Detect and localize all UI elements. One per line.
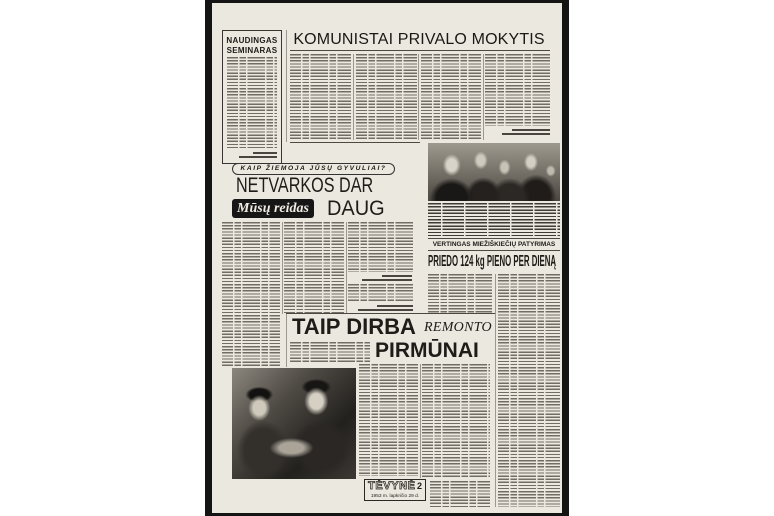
raid-body-column-3	[348, 222, 414, 272]
repair-body-column-2-continued	[430, 481, 490, 508]
seminar-signature-line	[239, 156, 277, 158]
column-rule	[418, 54, 419, 140]
raid-headline-line-1	[236, 175, 376, 197]
repair-body-column-2	[422, 364, 490, 478]
column-rule	[353, 54, 354, 140]
masthead-box	[364, 479, 426, 501]
raid-signature-line	[362, 279, 412, 281]
raid-headline-line-2-text: DAUG	[327, 197, 385, 220]
seminar-signature-line	[253, 152, 277, 154]
column-rule	[495, 274, 496, 507]
communists-body-column-1	[290, 54, 351, 140]
repair-frame-left	[286, 313, 287, 367]
section-rule	[290, 142, 420, 143]
page-number: 2	[417, 481, 423, 491]
photo-farmers	[428, 143, 560, 201]
communists-signature-line	[512, 129, 550, 131]
issue-date: 1953 m. lapkričio 29 d.	[370, 494, 420, 499]
communists-body-column-4	[485, 54, 550, 126]
raid-headline-line-2	[327, 198, 387, 220]
raid-signature-line	[377, 305, 413, 307]
communists-body-column-3	[421, 54, 481, 140]
photo-workers	[232, 368, 356, 479]
newspaper-page	[212, 3, 562, 513]
raid-body-column-2	[284, 222, 344, 314]
seminar-body-text	[227, 57, 277, 149]
column-rule	[420, 364, 421, 478]
repair-headline-taip-dirba: TAIP DIRBA	[292, 314, 416, 339]
seminar-headline: NAUDINGAS SEMINARAS	[226, 36, 278, 55]
photo-caption	[428, 203, 560, 236]
communists-body-column-2	[356, 54, 417, 140]
communists-headline: KOMUNISTAI PRIVALO MOKYTIS	[293, 31, 545, 48]
headline-rule	[290, 50, 550, 51]
raid-rubric: KAIP ŽIEMOJA JŪSŲ GYVULIAI?	[232, 163, 395, 175]
raid-signature-line	[358, 309, 413, 311]
raid-body-column-3-continued	[348, 284, 414, 302]
kicker-rule-top	[428, 238, 560, 239]
repair-headline-pirmunai: PIRMŪNAI	[375, 339, 479, 362]
repair-lead-text	[290, 342, 370, 363]
milk-headline-text: PRIEDO 124 kg PIENO PER DIENĄ	[428, 253, 557, 270]
communists-signature-line	[502, 133, 550, 135]
kicker-rule-bottom	[428, 250, 560, 251]
milk-headline	[428, 253, 560, 271]
repair-headline-remonto: REMONTO	[424, 320, 492, 335]
milk-kicker: VERTINGAS MIEŽIŠKIEČIŲ PATYRIMAS	[432, 241, 556, 248]
column-rule	[346, 222, 347, 314]
raid-body-column-1	[222, 222, 280, 367]
milk-body-column-1	[428, 274, 492, 314]
seminar-article	[222, 30, 282, 164]
column-rule	[282, 222, 283, 314]
column-rule	[483, 54, 484, 140]
raid-headline-line-1-text: NETVARKOS DAR	[236, 174, 374, 197]
milk-body-column-2	[498, 274, 560, 507]
raid-section-label: Mūsų reidas	[232, 199, 314, 218]
masthead-title: TĖVYNĖ	[368, 480, 416, 492]
raid-signature-line	[382, 275, 412, 277]
repair-body-column-1	[359, 364, 418, 476]
